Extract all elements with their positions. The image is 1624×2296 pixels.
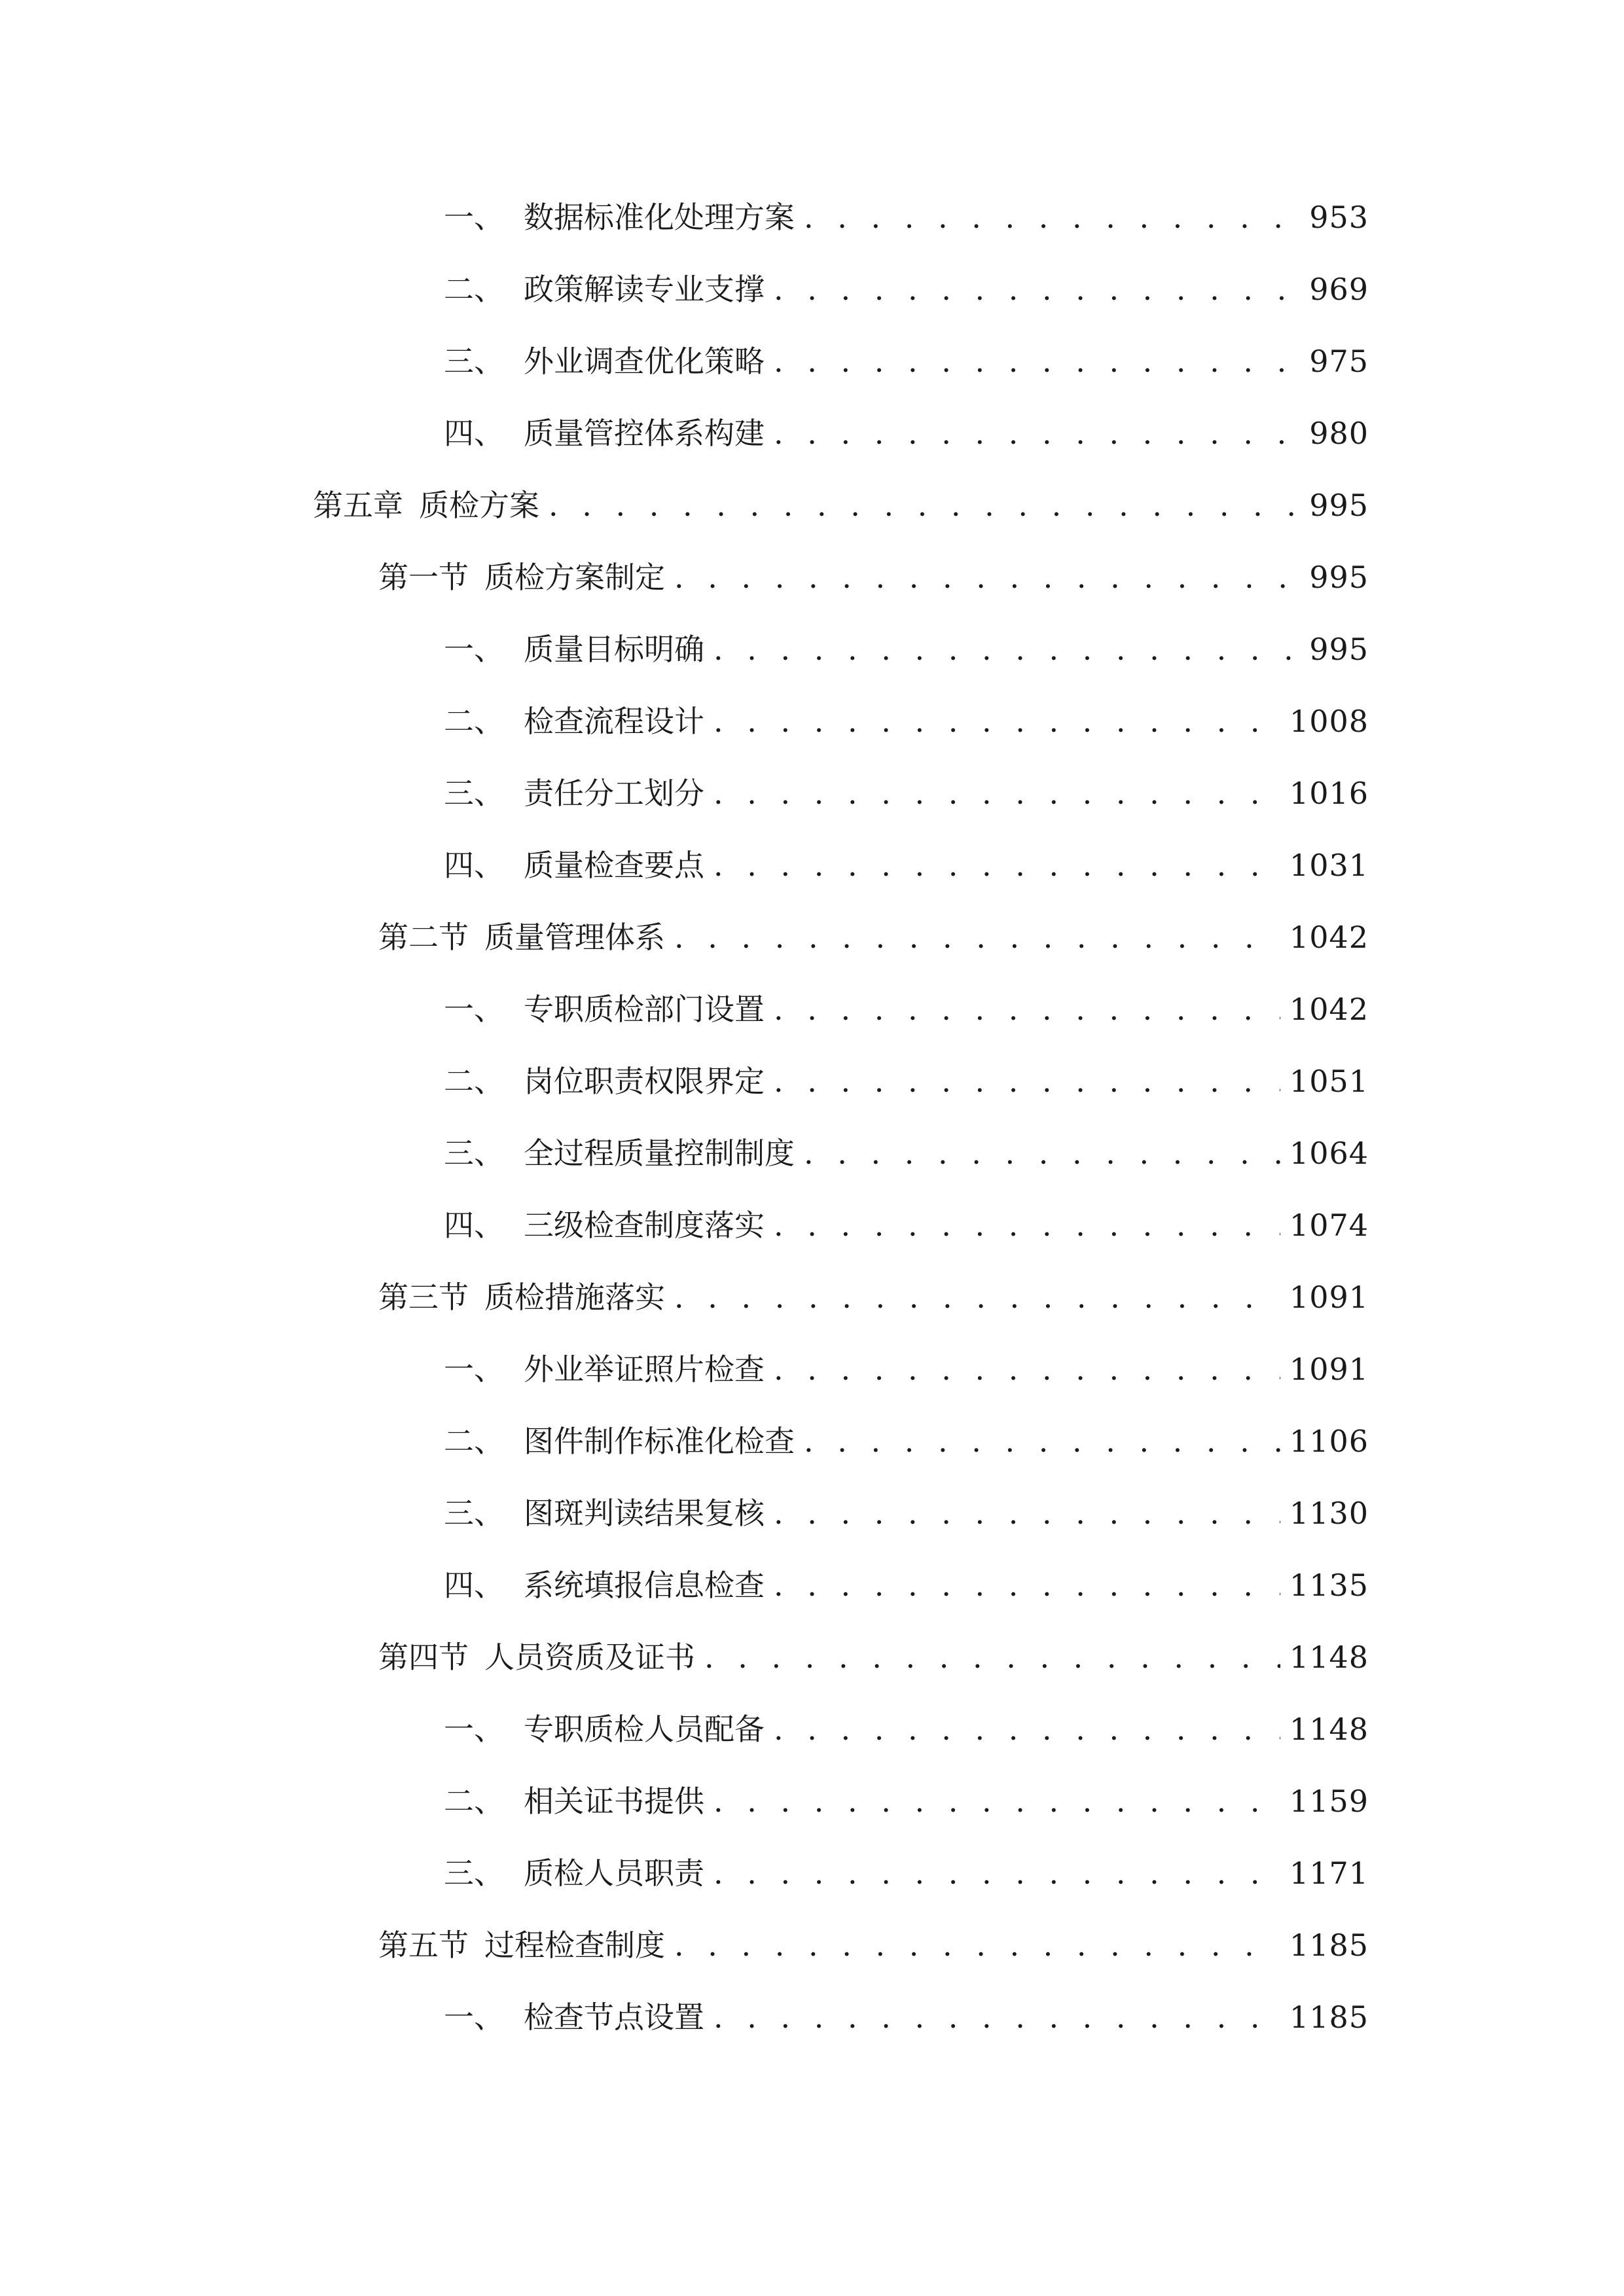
toc-entry-number: 三、: [444, 344, 504, 379]
toc-entry-title: 质检人员职责: [524, 1856, 704, 1891]
toc-entry[interactable]: [444, 407, 1369, 459]
toc-dot-leader: [713, 839, 1280, 891]
toc-dot-leader: [774, 1199, 1280, 1251]
toc-entry-title: 质检方案: [419, 488, 539, 523]
toc-dot-leader: [713, 623, 1300, 675]
toc-entry-title: 质量管控体系构建: [524, 416, 765, 451]
toc-entry[interactable]: [444, 1127, 1369, 1179]
toc-entry-title: 外业举证照片检查: [524, 1352, 765, 1387]
toc-entry[interactable]: [444, 767, 1369, 819]
toc-page-number: 975: [1309, 344, 1369, 379]
toc-entry-title: 质量管理体系: [484, 920, 665, 955]
toc-dot-leader: [713, 1775, 1280, 1827]
toc-entry[interactable]: [444, 983, 1369, 1035]
toc-section-number: 第一节: [378, 560, 469, 595]
toc-entry-title: 图件制作标准化检查: [524, 1424, 795, 1459]
toc-entry-title: 相关证书提供: [524, 1784, 704, 1819]
toc-section-number: 第二节: [378, 920, 469, 955]
toc-dot-leader: [804, 1127, 1280, 1179]
toc-dot-leader: [713, 1847, 1280, 1899]
toc-dot-leader: [804, 1415, 1280, 1467]
toc-page-number: 1064: [1289, 1136, 1369, 1171]
toc-entry-title: 检查流程设计: [524, 704, 704, 739]
toc-entry-title: 图斑判读结果复核: [524, 1496, 765, 1531]
toc-entry-title: 专职质检部门设置: [524, 992, 765, 1027]
toc-entry-number: 一、: [444, 2000, 504, 2035]
toc-dot-leader: [674, 911, 1280, 963]
toc-page-number: 980: [1309, 416, 1369, 451]
toc-section-entry[interactable]: [378, 1919, 1369, 1971]
toc-entry-number: 一、: [444, 632, 504, 667]
toc-section-entry[interactable]: [378, 911, 1369, 963]
toc-entry-number: 三、: [444, 776, 504, 811]
toc-entry-number: 三、: [444, 1856, 504, 1891]
toc-entry[interactable]: [444, 1343, 1369, 1395]
toc-page-number: 995: [1309, 488, 1369, 523]
toc-entry-number: 三、: [444, 1136, 504, 1171]
toc-section-entry[interactable]: [378, 1631, 1369, 1683]
toc-entry[interactable]: [444, 1847, 1369, 1899]
toc-page-number: 1016: [1289, 776, 1369, 811]
toc-page-number: 1171: [1289, 1856, 1369, 1891]
toc-entry-number: 四、: [444, 848, 504, 883]
toc-page-number: 1031: [1289, 848, 1369, 883]
toc-entry-number: 二、: [444, 1784, 504, 1819]
toc-entry-number: 二、: [444, 1424, 504, 1459]
toc-dot-leader: [674, 551, 1300, 603]
toc-dot-leader: [713, 767, 1280, 819]
toc-entry[interactable]: [444, 1199, 1369, 1251]
toc-dot-leader: [774, 407, 1300, 459]
toc-page-number: 1185: [1289, 1928, 1369, 1963]
toc-section-number: 第五节: [378, 1928, 469, 1963]
toc-page-number: 1148: [1289, 1712, 1369, 1747]
toc-entry[interactable]: [444, 1055, 1369, 1107]
toc-page-number: 1051: [1289, 1064, 1369, 1099]
toc-page-number: 1091: [1289, 1352, 1369, 1387]
toc-entry-title: 人员资质及证书: [484, 1640, 695, 1675]
toc-section-entry[interactable]: [378, 551, 1369, 603]
toc-entry-number: 三、: [444, 1496, 504, 1531]
toc-page-number: 1008: [1289, 704, 1369, 739]
toc-entry[interactable]: [444, 1487, 1369, 1539]
toc-page-number: 995: [1309, 632, 1369, 667]
toc-chapter-number: 第五章: [313, 488, 403, 523]
toc-page-number: 1042: [1289, 992, 1369, 1027]
toc-entry-title: 过程检查制度: [484, 1928, 665, 1963]
toc-dot-leader: [774, 1055, 1280, 1107]
toc-dot-leader: [713, 695, 1280, 747]
toc-dot-leader: [774, 1703, 1280, 1755]
toc-entry-title: 政策解读专业支撑: [524, 272, 765, 307]
toc-dot-leader: [774, 1343, 1280, 1395]
toc-entry[interactable]: [444, 1559, 1369, 1611]
toc-entry-number: 二、: [444, 1064, 504, 1099]
toc-entry-title: 质量检查要点: [524, 848, 704, 883]
toc-dot-leader: [674, 1271, 1280, 1323]
toc-page-number: 995: [1309, 560, 1369, 595]
toc-section-number: 第四节: [378, 1640, 469, 1675]
toc-entry[interactable]: [444, 839, 1369, 891]
toc-entry-number: 一、: [444, 1352, 504, 1387]
toc-dot-leader: [549, 479, 1300, 531]
toc-entry-number: 四、: [444, 1208, 504, 1243]
toc-entry-title: 数据标准化处理方案: [524, 200, 795, 235]
toc-entry-title: 质检措施落实: [484, 1280, 665, 1315]
toc-entry-title: 专职质检人员配备: [524, 1712, 765, 1747]
toc-entry-number: 一、: [444, 992, 504, 1027]
toc-entry-number: 四、: [444, 1568, 504, 1603]
toc-entry[interactable]: [444, 1703, 1369, 1755]
toc-dot-leader: [774, 1487, 1280, 1539]
toc-section-number: 第三节: [378, 1280, 469, 1315]
toc-page-number: 1135: [1289, 1568, 1369, 1603]
toc-entry-number: 四、: [444, 416, 504, 451]
toc-page-number: 969: [1309, 272, 1369, 307]
toc-page-number: 1042: [1289, 920, 1369, 955]
toc-entry-title: 外业调查优化策略: [524, 344, 765, 379]
toc-entry[interactable]: [444, 1415, 1369, 1467]
toc-dot-leader: [774, 983, 1280, 1035]
toc-entry-title: 三级检查制度落实: [524, 1208, 765, 1243]
toc-dot-leader: [713, 1991, 1280, 2043]
toc-page-number: 1091: [1289, 1280, 1369, 1315]
toc-entry[interactable]: [444, 335, 1369, 387]
toc-page-number: 1106: [1289, 1424, 1369, 1459]
toc-entry[interactable]: [444, 1991, 1369, 2043]
toc-entry[interactable]: [444, 695, 1369, 747]
toc-entry[interactable]: [444, 623, 1369, 675]
toc-dot-leader: [774, 263, 1300, 315]
toc-entry-number: 二、: [444, 272, 504, 307]
toc-page-number: 1148: [1289, 1640, 1369, 1675]
toc-entry-number: 二、: [444, 704, 504, 739]
toc-page-number: 1074: [1289, 1208, 1369, 1243]
toc-page-number: 1159: [1289, 1784, 1369, 1819]
toc-entry-title: 岗位职责权限界定: [524, 1064, 765, 1099]
toc-entry-title: 责任分工划分: [524, 776, 704, 811]
toc-entry-title: 质量目标明确: [524, 632, 704, 667]
toc-dot-leader: [804, 191, 1300, 243]
toc-entry-title: 检查节点设置: [524, 2000, 704, 2035]
toc-dot-leader: [704, 1631, 1280, 1683]
toc-dot-leader: [774, 335, 1300, 387]
toc-entry[interactable]: [444, 1775, 1369, 1827]
toc-entry[interactable]: [444, 263, 1369, 315]
toc-dot-leader: [774, 1559, 1280, 1611]
toc-section-entry[interactable]: [378, 1271, 1369, 1323]
toc-entry-title: 全过程质量控制制度: [524, 1136, 795, 1171]
toc-page-number: 1130: [1289, 1496, 1369, 1531]
toc-page-number: 953: [1309, 200, 1369, 235]
toc-entry-title: 系统填报信息检查: [524, 1568, 765, 1603]
toc-entry[interactable]: [444, 191, 1369, 243]
toc-dot-leader: [674, 1919, 1280, 1971]
toc-page-number: 1185: [1289, 2000, 1369, 2035]
toc-chapter-entry[interactable]: [313, 479, 1369, 531]
toc-entry-number: 一、: [444, 1712, 504, 1747]
toc-entry-title: 质检方案制定: [484, 560, 665, 595]
toc-entry-number: 一、: [444, 200, 504, 235]
